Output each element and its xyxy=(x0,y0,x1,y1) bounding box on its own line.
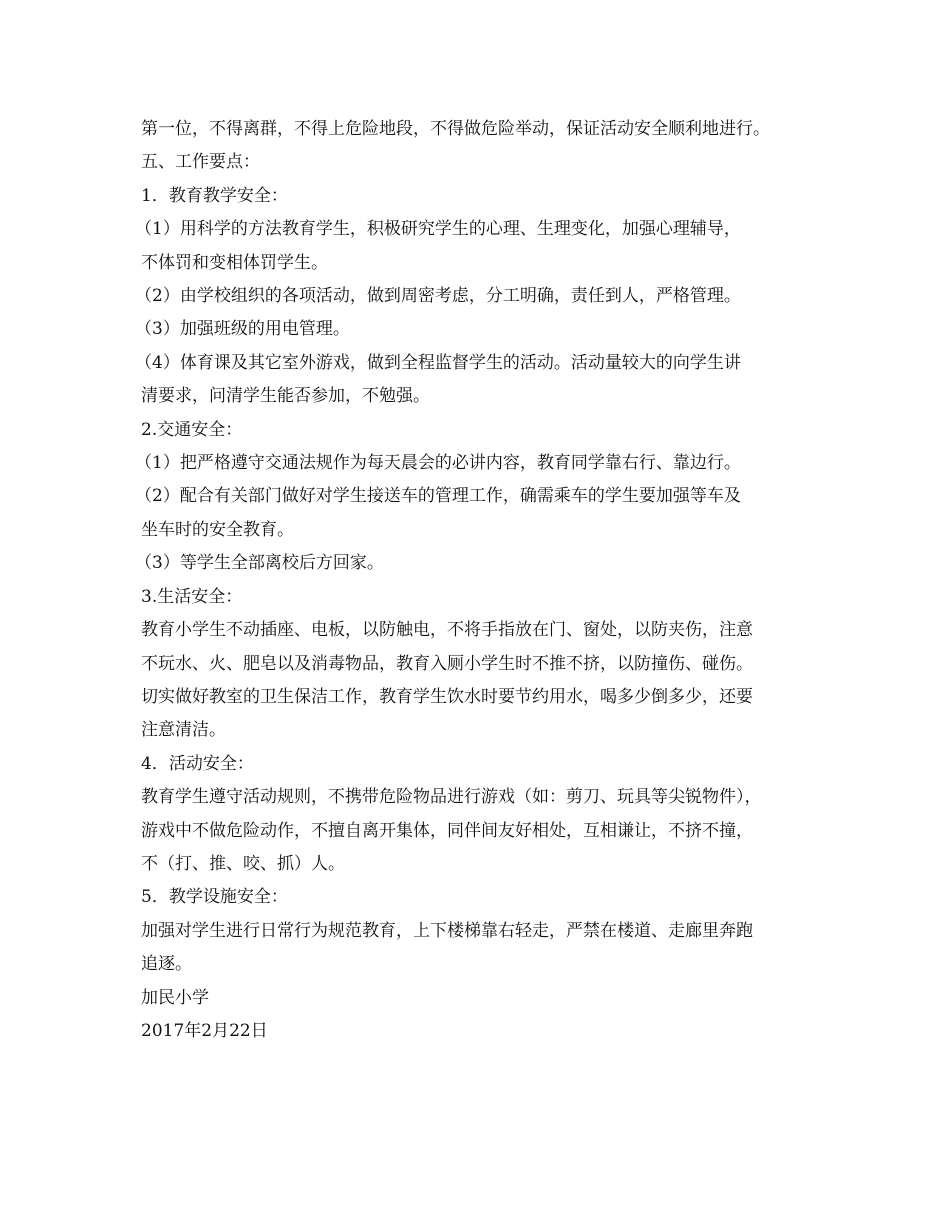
document-body xyxy=(135,113,841,1048)
subsection-heading: 1．教育教学安全： xyxy=(141,185,288,206)
subsection-heading: 2.交通安全： xyxy=(141,419,243,440)
list-item: （2）配合有关部门做好对学生接送车的管理工作，确需乘车的学生要加强等车及 xyxy=(135,486,741,507)
list-item: （1）把严格遵守交通法规作为每天晨会的必讲内容，教育同学靠右行、靠边行。 xyxy=(135,453,741,474)
text-line: 教育学生遵守活动规则，不携带危险物品进行游戏（如：剪刀、玩具等尖锐物件）， xyxy=(141,787,762,808)
list-item: （1）用科学的方法教育学生，积极研究学生的心理、生理变化，加强心理辅导， xyxy=(135,219,741,240)
signature-school-name: 加民小学 xyxy=(141,987,209,1008)
text-line: 注意清洁。 xyxy=(141,720,226,741)
subsection-heading: 4．活动安全： xyxy=(141,753,254,774)
text-line: 清要求，问清学生能否参加，不勉强。 xyxy=(141,386,430,407)
text-line: 追逐。 xyxy=(141,954,192,975)
text-line: 切实做好教室的卫生保洁工作，教育学生饮水时要节约用水，喝多少倒多少，还要 xyxy=(141,686,753,707)
list-item: （3）等学生全部离校后方回家。 xyxy=(135,553,384,574)
list-item: （2）由学校组织的各项活动，做到周密考虑，分工明确，责任到人，严格管理。 xyxy=(135,286,741,307)
subsection-heading: 5．教学设施安全： xyxy=(141,887,288,908)
text-line: 坐车时的安全教育。 xyxy=(141,519,294,540)
section-heading: 五、工作要点： xyxy=(141,152,260,173)
text-line: 不玩水、火、肥皂以及消毒物品，教育入厕小学生时不推不挤，以防撞伤、碰伤。 xyxy=(141,653,753,674)
list-item: （3）加强班级的用电管理。 xyxy=(135,319,350,340)
list-item: （4）体育课及其它室外游戏，做到全程监督学生的活动。活动量较大的向学生讲 xyxy=(135,352,741,373)
signature-date: 2017年2月22日 xyxy=(141,1020,268,1041)
text-line: 第一位，不得离群，不得上危险地段，不得做危险举动，保证活动安全顺利地进行。 xyxy=(141,119,770,139)
text-line: 加强对学生进行日常行为规范教育，上下楼梯靠右轻走，严禁在楼道、走廊里奔跑 xyxy=(141,920,753,941)
subsection-heading: 3.生活安全： xyxy=(141,586,243,607)
text-line: 游戏中不做危险动作，不擅自离开集体，同伴间友好相处，互相谦让，不挤不撞， xyxy=(141,820,753,841)
text-line: 不（打、推、咬、抓）人。 xyxy=(141,853,345,874)
text-line: 不体罚和变相体罚学生。 xyxy=(141,252,328,273)
text-line: 教育小学生不动插座、电板，以防触电，不将手指放在门、窗处，以防夹伤，注意 xyxy=(141,620,753,641)
